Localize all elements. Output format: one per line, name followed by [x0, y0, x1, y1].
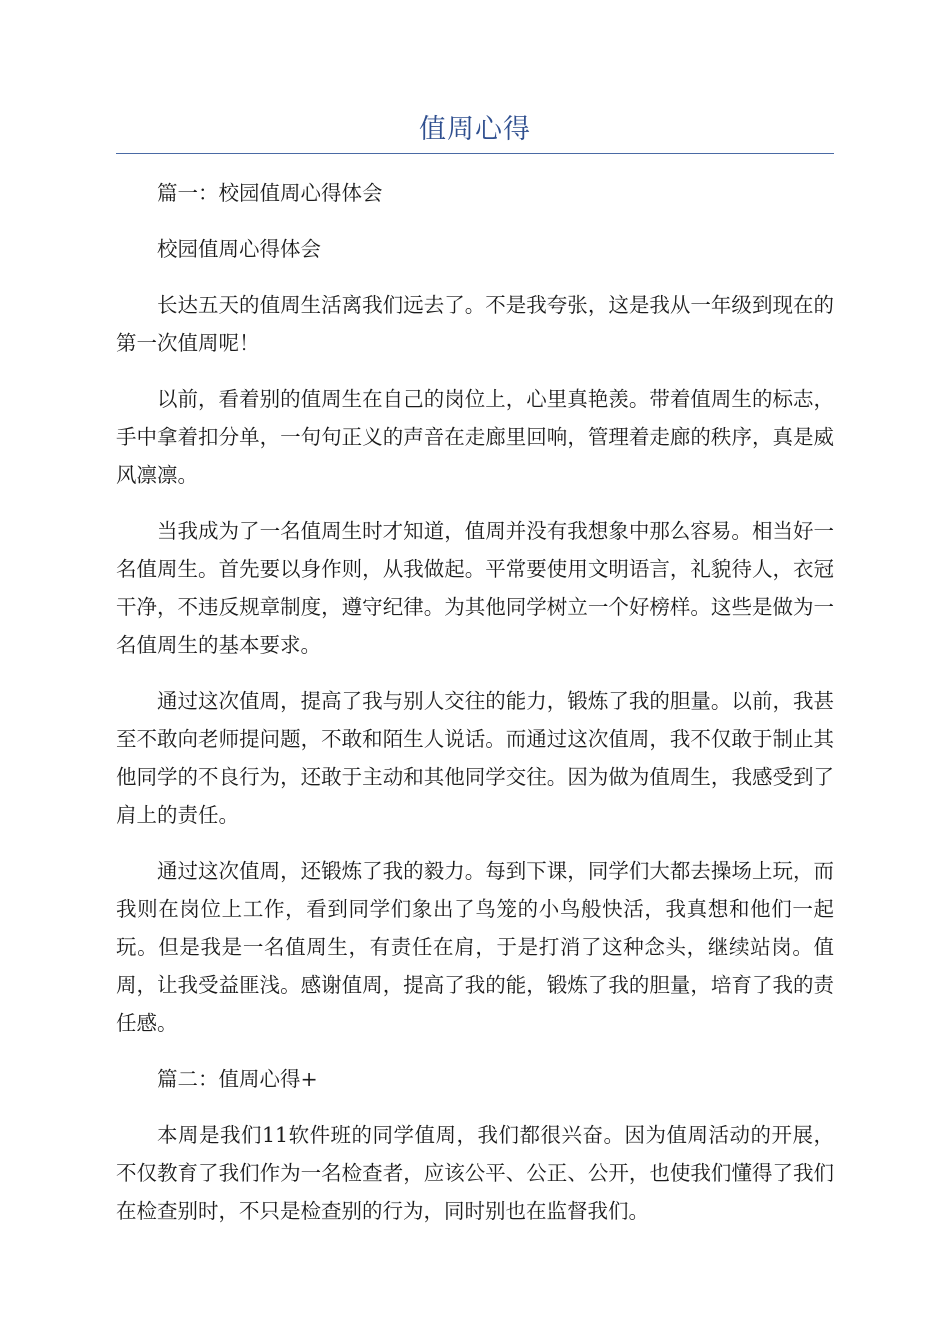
title-underline [116, 153, 834, 154]
document-page [116, 108, 834, 1248]
section-heading: 篇二：值周心得+ [157, 1067, 318, 1091]
paragraph: 通过这次值周，提高了我与别人交往的能力，锻炼了我的胆量。以前，我甚至不敢向老师提问题，不敢和陌生人说话。而通过这次值周，我不仅敢于制止其他同学的不良行为，还敢于主动和其他同学交往。因为做为值周生，我感受到了肩上的责任。 [116, 689, 834, 827]
paragraph: 当我成为了一名值周生时才知道，值周并没有我想象中那么容易。相当好一名值周生。首先要以身作则，从我做起。平常要使用文明语言，礼貌待人，衣冠干净，不违反规章制度，遵守纪律。为其他同学树立一个好榜样。这些是做为一名值周生的基本要求。 [116, 519, 834, 657]
paragraph: 通过这次值周，还锻炼了我的毅力。每到下课，同学们大都去操场上玩，而我则在岗位上工作，看到同学们象出了鸟笼的小鸟般快活，我真想和他们一起玩。但是我是一名值周生，有责任在肩，于是打消了这种念头，继续站岗。值周，让我受益匪浅。感谢值周，提高了我的能，锻炼了我的胆量，培育了我的责任感。 [116, 859, 834, 1035]
document-title: 值周心得 [419, 114, 531, 145]
paragraph: 以前，看着别的值周生在自己的岗位上，心里真艳羡。带着值周生的标志，手中拿着扣分单，一句句正义的声音在走廊里回响，管理着走廊的秩序，真是威风凛凛。 [116, 387, 834, 487]
paragraph: 长达五天的值周生活离我们远去了。不是我夸张，这是我从一年级到现在的第一次值周呢！ [116, 293, 834, 355]
paragraph: 本周是我们11软件班的同学值周，我们都很兴奋。因为值周活动的开展，不仅教育了我们作为一名检查者，应该公平、公正、公开，也使我们懂得了我们在检查别时，不只是检查别的行为，同时别也在监督我们。 [116, 1123, 834, 1223]
section-heading: 篇一：校园值周心得体会 [157, 181, 383, 205]
section-subheading: 校园值周心得体会 [157, 237, 321, 261]
